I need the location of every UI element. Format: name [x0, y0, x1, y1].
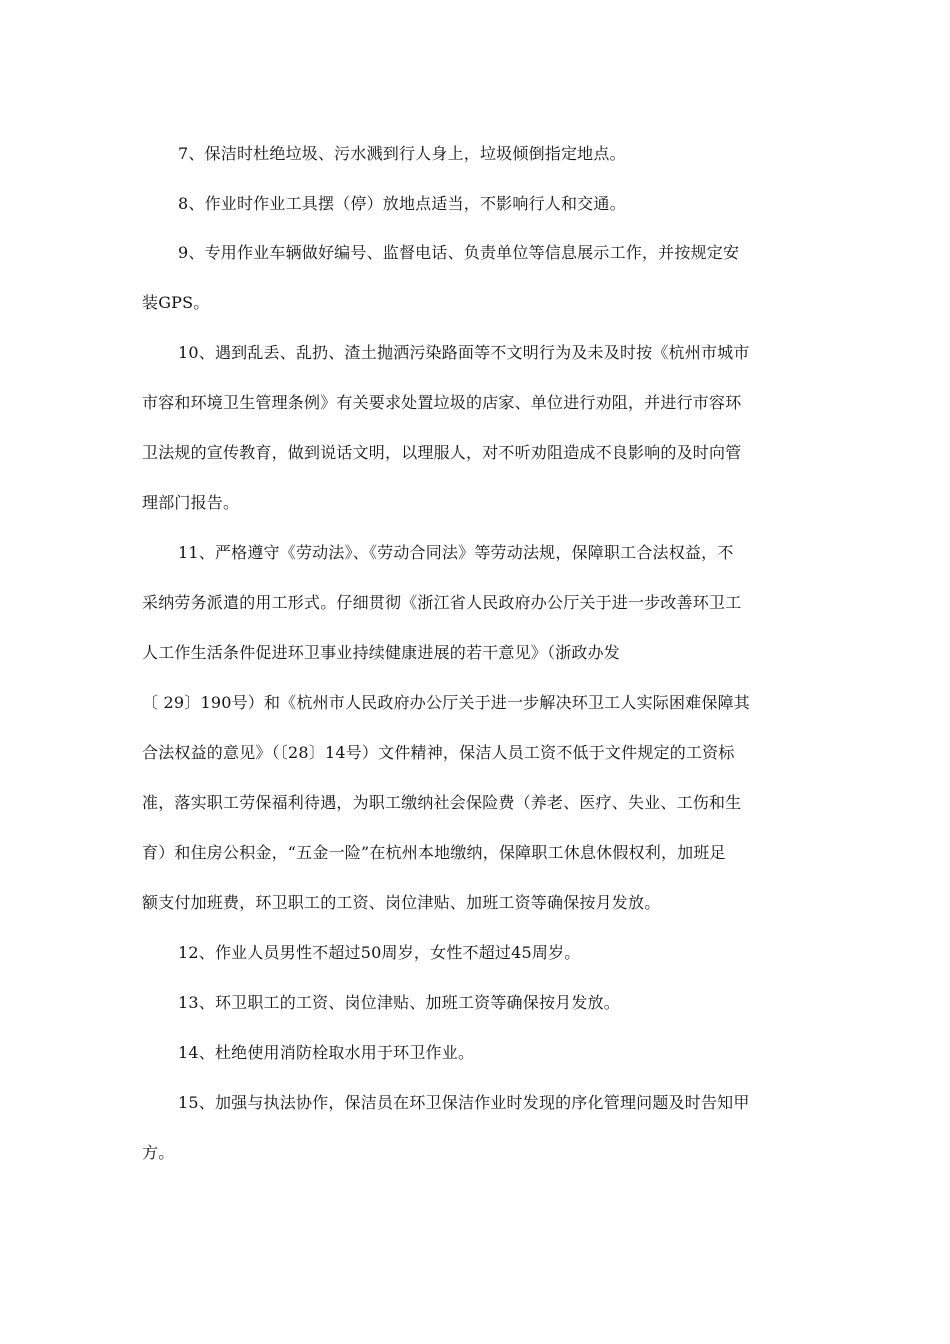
item-9-line-2: 装GPS。: [142, 293, 210, 312]
item-11-line-5: 合法权益的意见》（〔28〕14号）文件精神，保洁人员工资不低于文件规定的工资标: [142, 743, 735, 762]
item-7-line-1: 7、保洁时杜绝垃圾、污水溅到行人身上，垃圾倾倒指定地点。: [178, 144, 626, 163]
item-14-line-1: 14、杜绝使用消防栓取水用于环卫作业。: [178, 1043, 475, 1062]
item-11-line-3: 人工作生活条件促进环卫事业持续健康进展的若干意见》（浙政办发: [142, 643, 621, 662]
item-10-line-3: 卫法规的宣传教育，做到说话文明，以理服人，对不听劝阻造成不良影响的及时向管: [142, 443, 742, 462]
item-10-line-2: 市容和环境卫生管理条例》有关要求处置垃圾的店家、单位进行劝阻，并进行市容环: [142, 393, 742, 412]
item-13-line-1: 13、环卫职工的工资、岗位津贴、加班工资等确保按月发放。: [178, 993, 620, 1012]
item-15-line-1: 15、加强与执法协作，保洁员在环卫保洁作业时发现的序化管理问题及时告知甲: [178, 1093, 750, 1112]
item-9-line-1: 9、专用作业车辆做好编号、监督电话、负责单位等信息展示工作，并按规定安: [178, 243, 740, 262]
item-11-line-4: 〔 29〕190号）和《杭州市人民政府办公厅关于进一步解决环卫工人实际困难保障其: [142, 693, 750, 712]
item-10-line-1: 10、遇到乱丢、乱扔、渣土抛洒污染路面等不文明行为及未及时按《杭州市城市: [178, 343, 750, 362]
item-11-line-7: 育）和住房公积金，“五金一险”在杭州本地缴纳，保障职工休息休假权利，加班足: [142, 843, 726, 862]
item-11-line-8: 额支付加班费，环卫职工的工资、岗位津贴、加班工资等确保按月发放。: [142, 893, 661, 912]
item-10-line-4: 理部门报告。: [142, 493, 240, 512]
item-11-line-2: 采纳劳务派遣的用工形式。仔细贯彻《浙江省人民政府办公厅关于进一步改善环卫工: [142, 593, 742, 612]
item-11-line-6: 准，落实职工劳保福利待遇，为职工缴纳社会保险费（养老、医疗、失业、工伤和生: [142, 793, 742, 812]
item-15-line-2: 方。: [142, 1143, 175, 1162]
item-12-line-1: 12、作业人员男性不超过50周岁，女性不超过45周岁。: [178, 943, 581, 962]
item-11-line-1: 11、严格遵守《劳动法》、《劳动合同法》等劳动法规，保障职工合法权益，不: [178, 543, 734, 562]
item-8-line-1: 8、作业时作业工具摆（停）放地点适当，不影响行人和交通。: [178, 194, 626, 213]
